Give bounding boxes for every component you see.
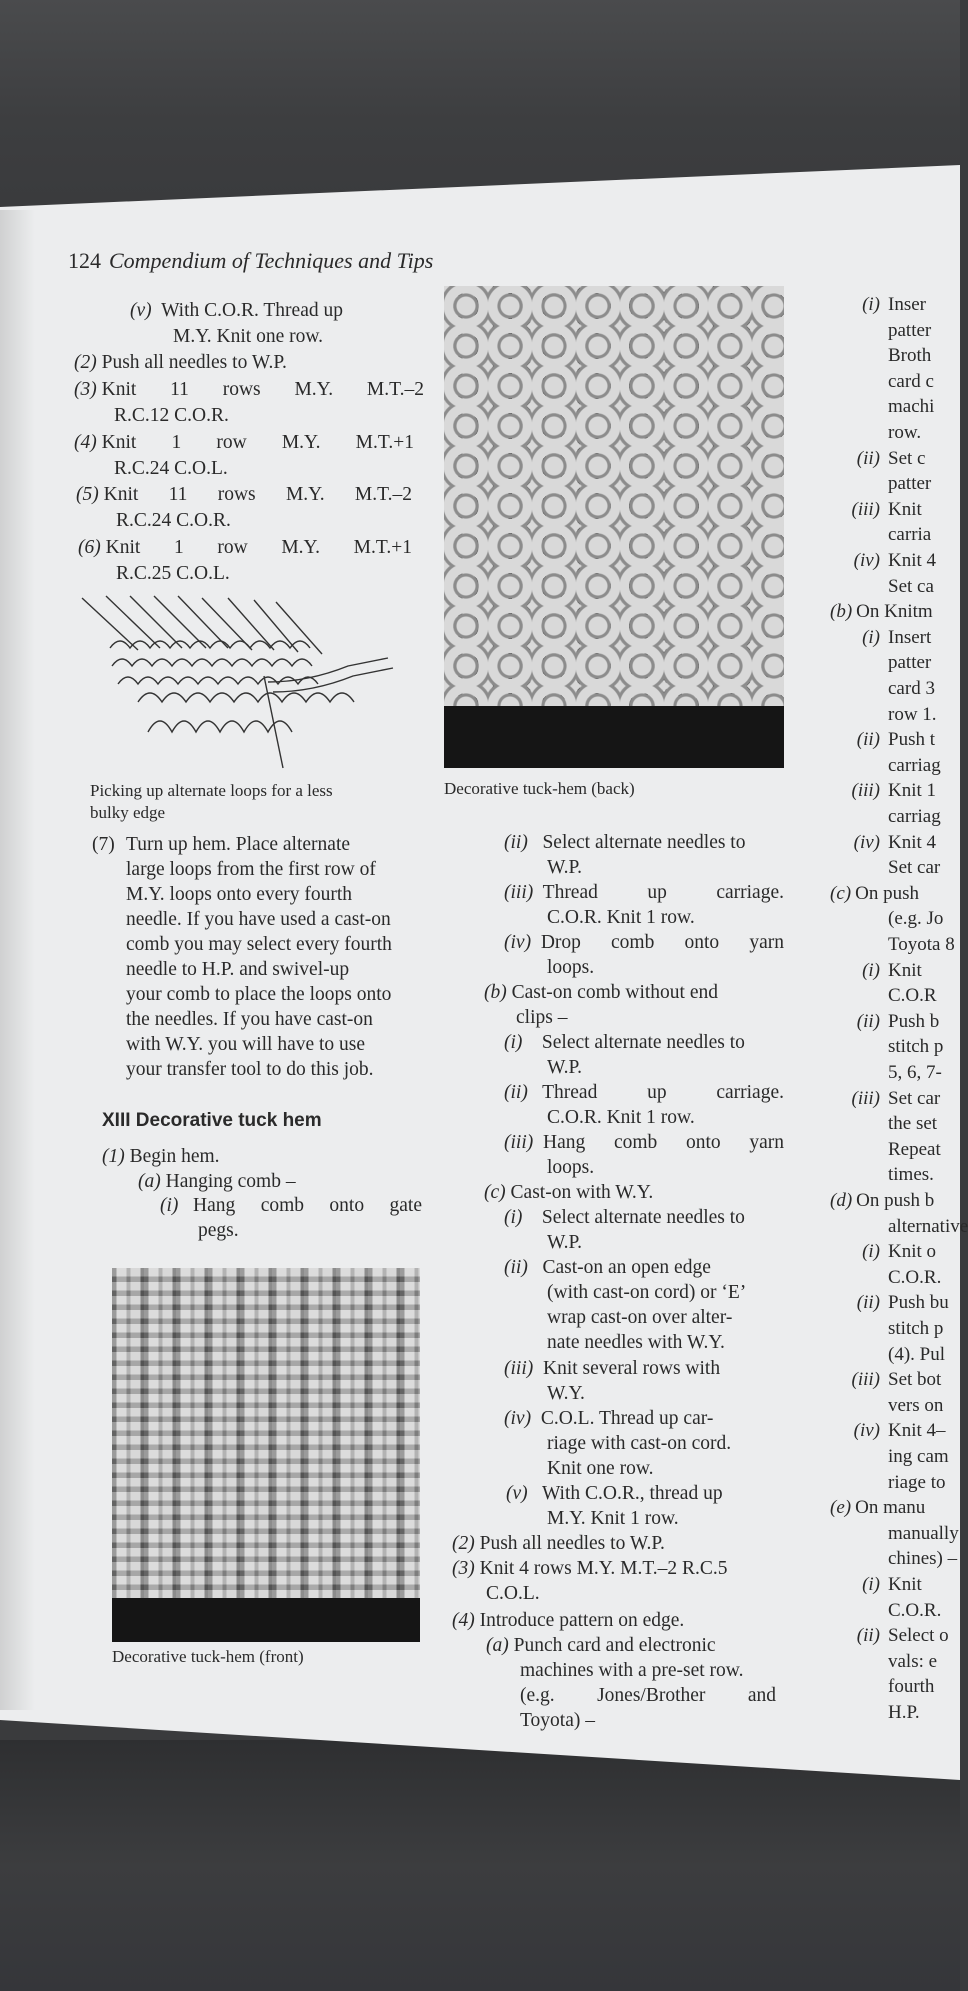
right-col-num: (iv) [853, 831, 880, 853]
mid-c-iii-line2: W.Y. [547, 1383, 585, 1404]
mid-iii-1-line2: C.O.R. Knit 1 row. [547, 907, 695, 928]
right-col-num: (i) [862, 959, 880, 981]
right-col-line [846, 830, 936, 855]
mid-step-4a: (a) Punch card and electronic [486, 1635, 716, 1656]
right-col-text: Knit o [888, 1241, 937, 1263]
right-col-num: (d) [830, 1190, 853, 1211]
right-col-line [830, 1495, 925, 1520]
mid-b-i-line2: W.P. [547, 1057, 583, 1078]
right-col-line [846, 650, 931, 675]
step-5-line2: R.C.24 C.O.R. [116, 510, 231, 531]
right-col-text: On push b [856, 1190, 935, 1211]
right-col-line [846, 497, 922, 522]
right-col-num: (ii) [856, 1010, 880, 1032]
right-col-line [846, 932, 955, 957]
right-col-text: On manu [855, 1497, 926, 1519]
hang-comb-step: (i) Hang comb onto gate [160, 1195, 422, 1216]
right-col-line [830, 1188, 934, 1213]
right-col-text: Set bot [888, 1369, 942, 1391]
right-col-line [846, 1649, 937, 1674]
tabletop-background-bottom [0, 1740, 960, 1991]
right-col-text: Broth [888, 345, 932, 367]
right-col-text: Set ca [888, 575, 934, 597]
photo-back-caption: Decorative tuck-hem (back) [444, 779, 635, 798]
right-col-text: ing cam [888, 1446, 949, 1467]
begin-hem: (1) Begin hem. [102, 1146, 220, 1167]
right-col-text: 5, 6, 7- [888, 1062, 942, 1083]
step-4-line2: R.C.24 C.O.L. [114, 458, 228, 479]
right-col-text: On push [855, 882, 919, 904]
mid-step-4a-line4: Toyota) – [520, 1710, 595, 1731]
right-col-text: Knit [888, 498, 922, 520]
right-col-text: Push b [888, 1010, 940, 1032]
right-col-line [830, 599, 933, 624]
right-col-line [846, 958, 922, 983]
right-col-text: Insert [888, 626, 932, 648]
right-col-num: (i) [862, 1241, 880, 1263]
right-col-text: Knit 4 [888, 550, 937, 571]
right-col-line [846, 1086, 940, 1111]
right-col-line [846, 1470, 946, 1495]
illus-caption-line1: Picking up alternate loops for a less [90, 781, 333, 800]
mid-step-4: (4) Introduce pattern on edge. [452, 1610, 685, 1631]
mid-b-i: (i) Select alternate needles to [504, 1032, 745, 1053]
right-col-text: vals: e [888, 1650, 938, 1672]
right-col-line [846, 394, 934, 419]
right-col-line [846, 676, 935, 701]
step-6-line2: R.C.25 C.O.L. [116, 563, 230, 584]
right-col-text: Repeat [888, 1138, 941, 1160]
right-col-line [846, 292, 926, 317]
right-col-text: chines) – [888, 1548, 958, 1570]
page-number: 124 [68, 248, 101, 273]
step-4: (4) Knit 1 row M.Y. M.T.+1 [74, 432, 414, 453]
right-col-line [846, 1214, 968, 1239]
mid-c-ii-line4: nate needles with W.Y. [547, 1332, 725, 1353]
tabletop-background [0, 0, 960, 200]
right-col-num: (ii) [856, 447, 880, 469]
right-col-line [846, 625, 931, 650]
right-col-line [846, 1418, 946, 1443]
mid-c-iv: (iv) C.O.L. Thread up car- [504, 1408, 714, 1429]
mid-c: (c) Cast-on with W.Y. [484, 1182, 654, 1203]
right-col-line [846, 471, 931, 496]
right-col-line [846, 906, 943, 931]
right-col-line [846, 1342, 945, 1367]
right-col-line [846, 753, 941, 778]
right-col-text: Push t [888, 729, 935, 751]
mid-c-v: (v) With C.O.R., thread up [506, 1483, 723, 1504]
right-col-line [846, 1060, 942, 1085]
right-col-text: vers on [888, 1394, 944, 1416]
mid-step-4a-line3: (e.g. Jones/Brother and [520, 1685, 776, 1706]
right-col-text: Knit [888, 959, 922, 981]
right-col-text: Select o [888, 1625, 949, 1647]
mid-iv-1: (iv) Drop comb onto yarn [504, 932, 784, 953]
right-col-line [846, 1674, 934, 1699]
right-col-line [846, 1162, 934, 1187]
photo-front-caption: Decorative tuck-hem (front) [112, 1647, 304, 1666]
right-col-line [830, 881, 919, 906]
right-col-line [846, 1367, 941, 1392]
right-col-line [846, 1521, 959, 1546]
mid-step-4a-line2: machines with a pre-set row. [520, 1660, 744, 1681]
right-col-line [846, 446, 925, 471]
right-col-text: alternative [888, 1215, 968, 1237]
right-col-line [846, 574, 934, 599]
right-col-num: (c) [830, 882, 852, 904]
step-7-text: Turn up hem. Place alternate large loops from the first row of M.Y. loops onto every fourth needle. If you have used a cast-on comb you may select every fourth needle to H.P. and swivel-up your comb to place the loops onto the needles. If you have cast-on with W.Y. you will have to use your transfer tool to do this job. [126, 834, 392, 1080]
mid-c-ii-line3: wrap cast-on over alter- [547, 1307, 733, 1328]
right-col-text: Set car [888, 857, 941, 879]
mid-ii-1-line2: W.P. [547, 857, 583, 878]
right-col-line [846, 420, 921, 445]
right-col-num: (iv) [853, 550, 880, 571]
right-col-text: Set c [888, 447, 926, 469]
right-col-text: patter [888, 473, 932, 495]
right-col-line [846, 983, 937, 1008]
header-title: Compendium of Techniques and Tips [109, 248, 434, 273]
right-column-cropped [830, 292, 968, 1723]
right-col-text: Knit 4 [888, 831, 937, 853]
right-col-line [846, 1444, 949, 1469]
right-col-num: (iii) [851, 1369, 880, 1391]
right-col-num: (iii) [851, 498, 880, 520]
step-6: (6) Knit 1 row M.Y. M.T.+1 [78, 537, 412, 558]
running-header [68, 248, 433, 273]
right-col-line [846, 318, 931, 343]
photo-tuck-hem-front [112, 1268, 420, 1642]
right-col-num: (iii) [851, 780, 880, 802]
right-col-text: C.O.R [888, 985, 937, 1007]
right-col-text: fourth [888, 1676, 935, 1698]
mid-b-ii: (ii) Thread up carriage. [504, 1082, 784, 1103]
step-3: (3) Knit 11 rows M.Y. M.T.–2 [74, 379, 424, 400]
section-heading: XIII Decorative tuck hem [102, 1110, 322, 1131]
right-col-text: row. [888, 422, 922, 443]
right-col-text: On Knitm [856, 601, 933, 623]
right-col-text: card c [888, 370, 934, 392]
right-col-text: (4). Pul [888, 1343, 945, 1365]
mid-b-iii: (iii) Hang comb onto yarn [504, 1132, 784, 1153]
right-col-num: (ii) [856, 1625, 880, 1647]
loops-illustration [78, 592, 418, 774]
right-col-text: C.O.R. [888, 1266, 942, 1288]
right-col-text: row 1. [888, 703, 937, 725]
illus-caption-line2: bulky edge [90, 803, 166, 822]
right-col-line [846, 1137, 941, 1162]
right-col-num: (i) [862, 626, 880, 648]
right-col-line [846, 1572, 922, 1597]
right-col-num: (e) [830, 1497, 852, 1519]
right-col-text: carriag [888, 806, 941, 827]
right-col-text: machi [888, 396, 935, 418]
right-col-line [846, 855, 940, 880]
right-col-line [846, 1623, 949, 1648]
mid-c-iii: (iii) Knit several rows with [504, 1358, 721, 1379]
right-col-num: (iv) [853, 1420, 880, 1442]
right-col-num: (iii) [851, 1087, 880, 1109]
mid-iv-1-line2: loops. [547, 957, 595, 978]
step-5: (5) Knit 11 rows M.Y. M.T.–2 [76, 484, 412, 505]
right-col-text: carria [888, 524, 932, 546]
step-7-num: (7) [92, 834, 115, 855]
mid-ii-1: (ii) Select alternate needles to [504, 832, 746, 853]
mid-c-ii: (ii) Cast-on an open edge [504, 1257, 711, 1278]
right-col-line [846, 1598, 941, 1623]
right-col-line [846, 369, 934, 394]
right-col-text: stitch p [888, 1036, 944, 1058]
mid-c-iv-line3: Knit one row. [547, 1458, 654, 1479]
mid-b-line2: clips – [516, 1007, 568, 1028]
mid-c-i-line2: W.P. [547, 1232, 583, 1253]
right-col-text: Inser [888, 294, 926, 315]
right-col-line [846, 727, 935, 752]
right-col-text: manually [888, 1522, 959, 1544]
right-col-line [846, 1316, 943, 1341]
right-col-line [846, 1034, 943, 1059]
right-col-num: (ii) [856, 729, 880, 751]
right-col-text: card 3 [888, 678, 935, 699]
right-col-line [846, 343, 931, 368]
right-col-text: Knit 4– [888, 1420, 946, 1442]
right-col-line [846, 1393, 943, 1418]
right-col-line [846, 1290, 949, 1315]
right-col-line [846, 1546, 957, 1571]
right-col-text: C.O.R. [888, 1599, 942, 1621]
right-col-text: times. [888, 1164, 934, 1186]
right-col-line [846, 778, 936, 803]
mid-step-2: (2) Push all needles to W.P. [452, 1533, 665, 1554]
right-col-line [846, 1239, 936, 1264]
step-v: (v) With C.O.R. Thread up [130, 300, 343, 321]
right-col-text: Knit 1 [888, 780, 937, 802]
right-col-text: patter [888, 652, 932, 674]
spine-shadow [0, 210, 35, 1710]
mid-c-v-line2: M.Y. Knit 1 row. [547, 1508, 679, 1529]
right-col-text: stitch p [888, 1318, 944, 1339]
step-2: (2) Push all needles to W.P. [74, 352, 287, 373]
photo-tuck-hem-back [444, 286, 784, 768]
step-3-line2: R.C.12 C.O.R. [114, 405, 229, 426]
mid-b: (b) Cast-on comb without end [484, 982, 718, 1003]
mid-c-i: (i) Select alternate needles to [504, 1207, 745, 1228]
mid-c-iv-line2: riage with cast-on cord. [547, 1433, 732, 1454]
right-col-line [846, 1009, 939, 1034]
mid-b-ii-line2: C.O.R. Knit 1 row. [547, 1107, 695, 1128]
right-col-line [846, 522, 931, 547]
hanging-comb: (a) Hanging comb – [138, 1171, 296, 1192]
right-col-num: (i) [862, 294, 880, 315]
right-col-line [846, 702, 937, 727]
right-col-text: carriag [888, 754, 941, 776]
mid-c-ii-line2: (with cast-on cord) or ‘E’ [547, 1282, 747, 1303]
right-col-line [846, 548, 936, 573]
right-col-num: (b) [830, 601, 853, 623]
mid-iii-1: (iii) Thread up carriage. [504, 882, 784, 903]
hang-comb-step-line2: pegs. [198, 1220, 239, 1241]
right-col-line [846, 1700, 920, 1725]
right-col-line [846, 804, 941, 829]
right-col-text: patter [888, 319, 932, 341]
right-col-text: riage to [888, 1471, 946, 1493]
right-col-text: Knit [888, 1574, 922, 1595]
mid-step-3-line2: C.O.L. [486, 1583, 540, 1604]
mid-step-3: (3) Knit 4 rows M.Y. M.T.–2 R.C.5 [452, 1558, 728, 1579]
right-col-text: H.P. [888, 1702, 920, 1723]
right-col-line [846, 1265, 941, 1290]
right-col-text: (e.g. Jo [888, 908, 944, 930]
right-col-line [846, 1111, 937, 1136]
right-col-num: (i) [862, 1574, 880, 1595]
step-v-line2: M.Y. Knit one row. [173, 326, 324, 347]
right-col-text: Set car [888, 1087, 941, 1109]
right-col-text: the set [888, 1113, 938, 1135]
right-col-text: Toyota 8 [888, 934, 955, 955]
right-col-text: Push bu [888, 1292, 949, 1314]
mid-b-iii-line2: loops. [547, 1157, 595, 1178]
right-col-num: (ii) [856, 1292, 880, 1314]
